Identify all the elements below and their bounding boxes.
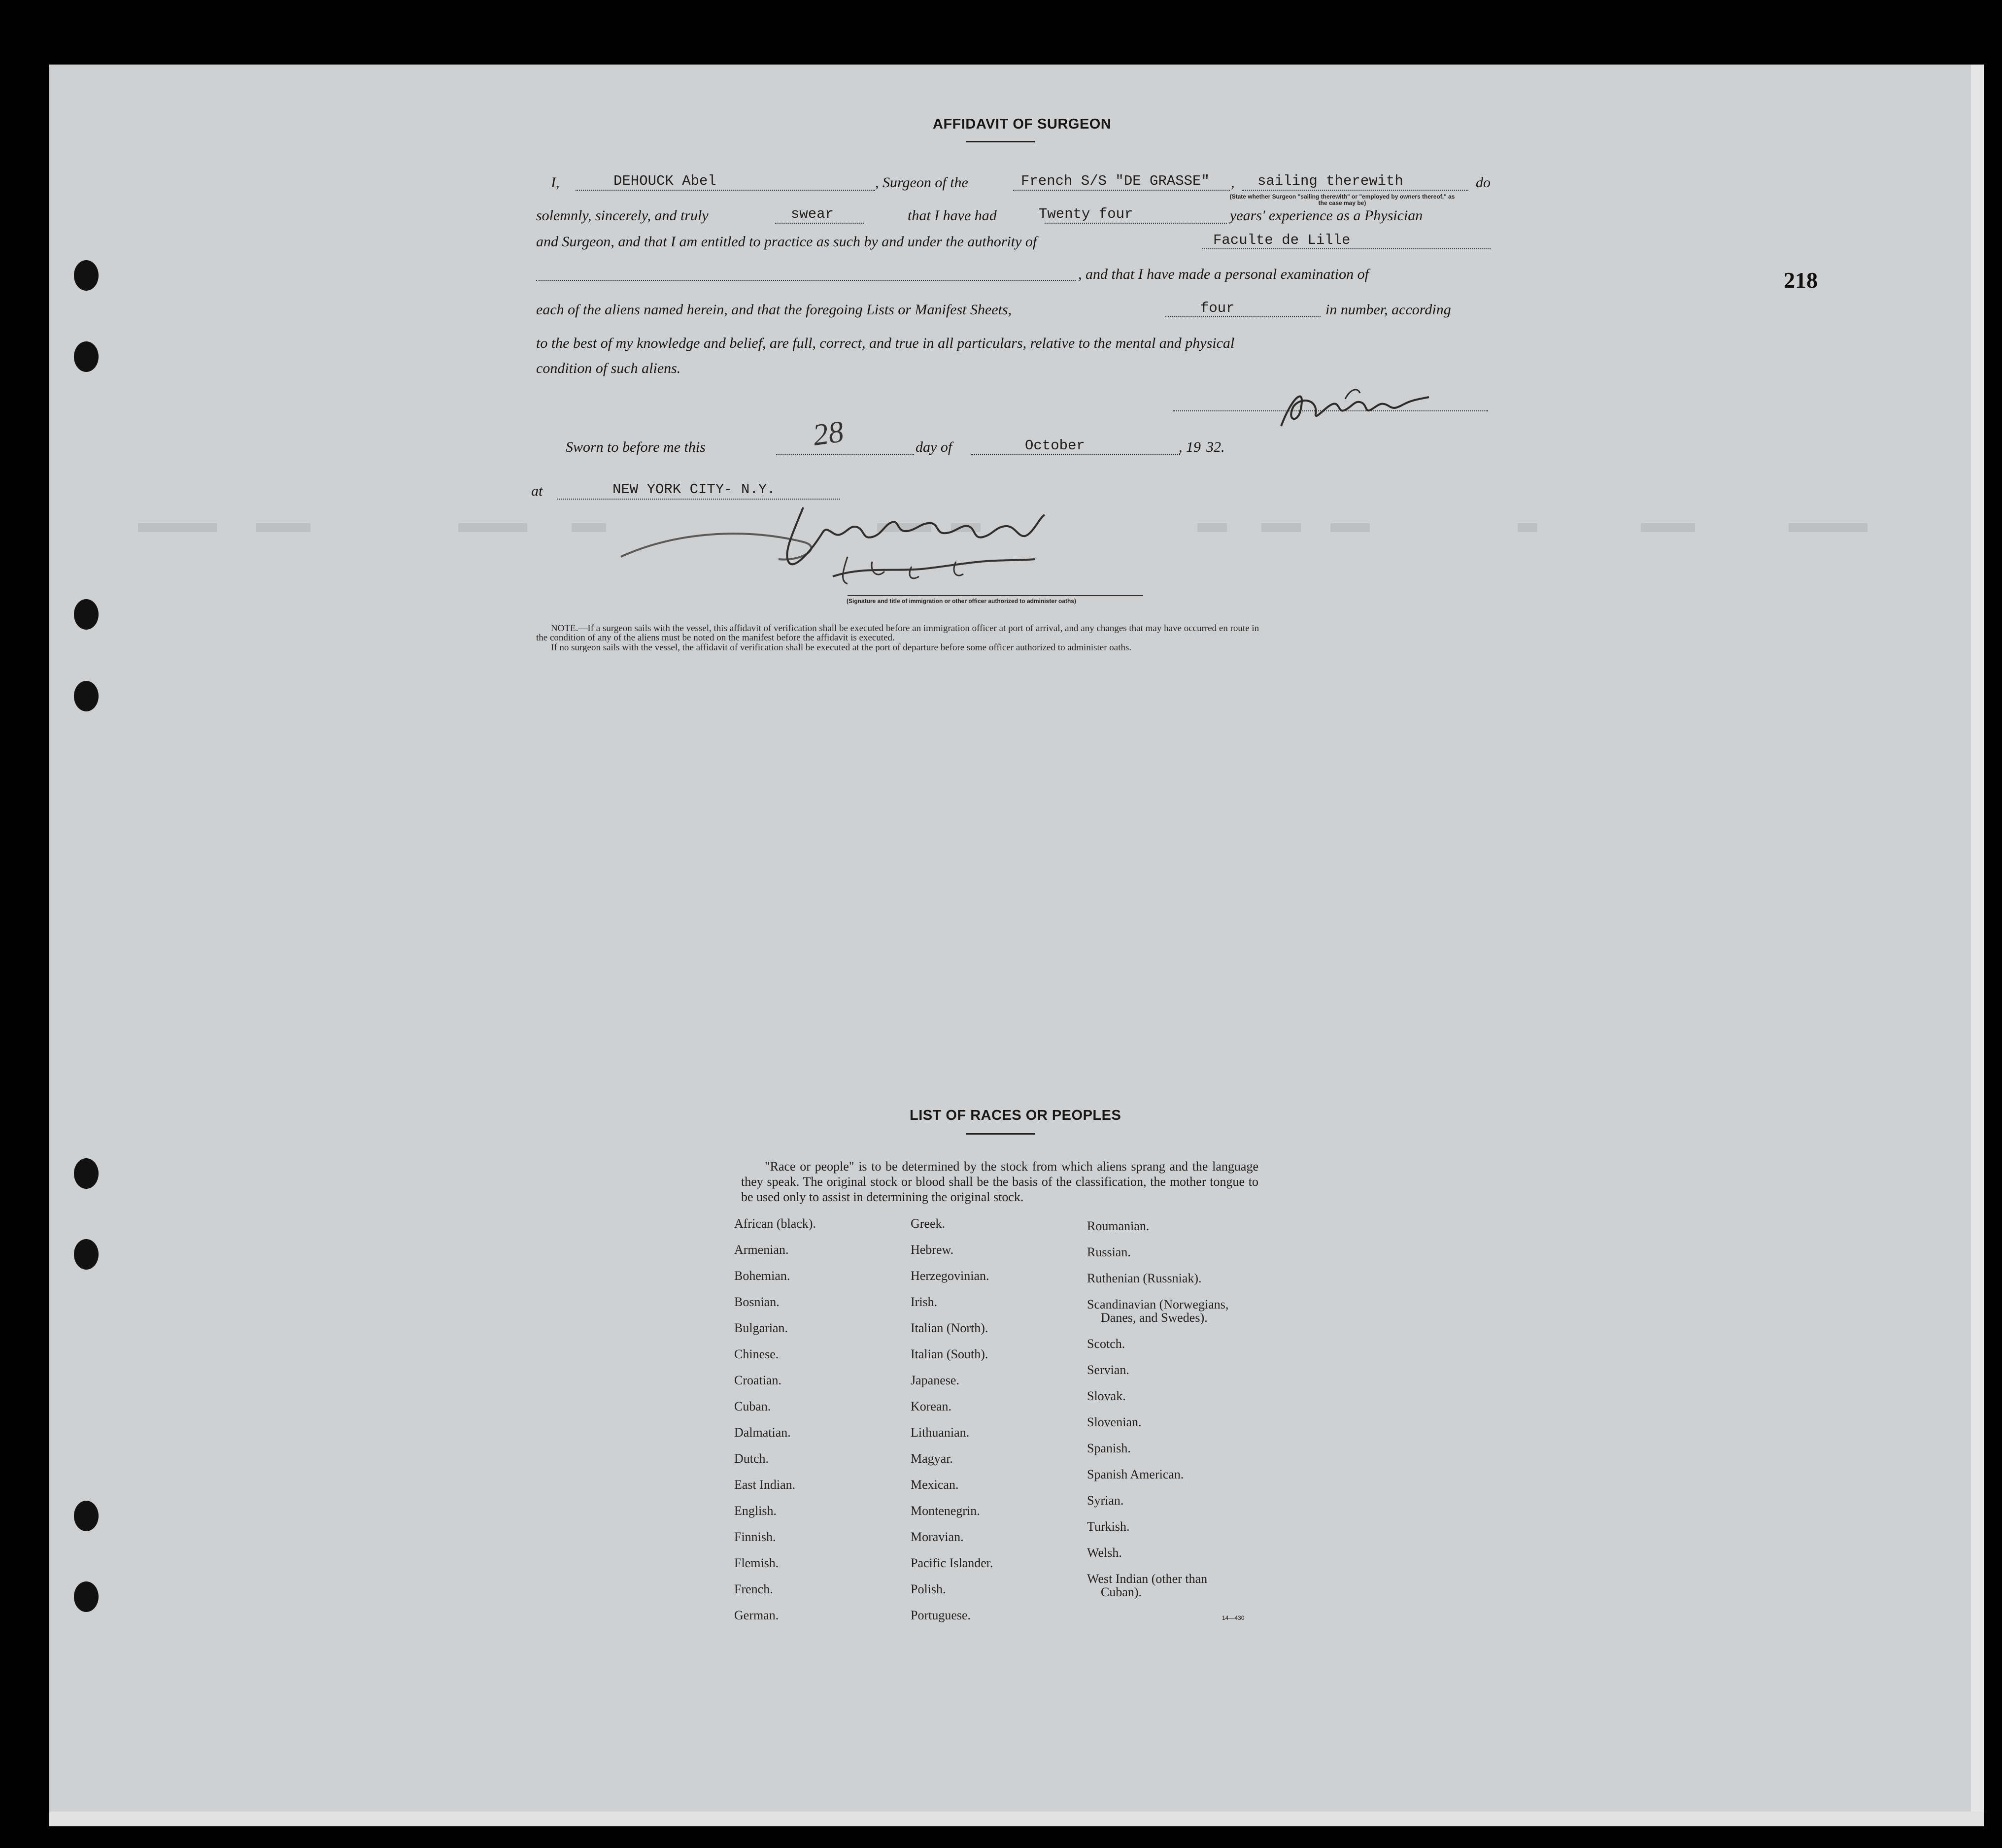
race-item: Syrian. bbox=[1087, 1493, 1124, 1508]
binder-hole bbox=[74, 1581, 99, 1612]
document-page bbox=[49, 65, 1984, 1812]
title-underline bbox=[966, 141, 1035, 142]
each-aliens-label: each of the aliens named herein, and that the foregoing Lists or Manifest Sheets, bbox=[536, 302, 1012, 318]
day-of-label: day of bbox=[916, 439, 952, 455]
officer-caption: (Signature and title of immigration or other officer authorized to administer oaths) bbox=[847, 598, 1077, 605]
years-label: years' experience as a Physician bbox=[1230, 207, 1423, 224]
personal-exam-label: , and that I have made a personal examination of bbox=[1078, 266, 1369, 282]
solemnly-label: solemnly, sincerely, and truly bbox=[536, 207, 709, 224]
binder-hole bbox=[74, 1158, 99, 1189]
race-item: Turkish. bbox=[1087, 1519, 1130, 1534]
authority-continued-blank bbox=[536, 280, 1076, 281]
race-item: Ruthenian (Russniak). bbox=[1087, 1271, 1202, 1285]
race-item: Slovenian. bbox=[1087, 1415, 1142, 1429]
sailing-blank bbox=[1242, 190, 1468, 191]
race-item: Dutch. bbox=[734, 1451, 769, 1466]
race-item: Cuban). bbox=[1101, 1585, 1142, 1599]
best-knowledge-label: to the best of my knowledge and belief, are full, correct, and true in all particulars, relative to the mental and physical bbox=[536, 335, 1235, 351]
race-item: Chinese. bbox=[734, 1347, 779, 1361]
oath-value: swear bbox=[791, 206, 834, 222]
authority-blank bbox=[1202, 248, 1491, 249]
binder-hole bbox=[74, 260, 99, 291]
race-item: Mexican. bbox=[911, 1478, 959, 1492]
sworn-month-blank bbox=[971, 454, 1180, 455]
race-item: Cuban. bbox=[734, 1399, 771, 1413]
vessel-name: French S/S "DE GRASSE" bbox=[1021, 173, 1210, 189]
sheets-blank bbox=[1165, 316, 1321, 317]
do-label: do bbox=[1476, 174, 1491, 191]
race-item: French. bbox=[734, 1582, 773, 1596]
race-item: Montenegrin. bbox=[911, 1504, 980, 1518]
vessel-blank bbox=[1013, 190, 1230, 191]
race-item: Scotch. bbox=[1087, 1337, 1125, 1351]
form-number: 14—430 bbox=[1222, 1614, 1245, 1621]
race-item: Spanish. bbox=[1087, 1441, 1131, 1455]
race-item: English. bbox=[734, 1504, 777, 1518]
race-item: Russian. bbox=[1087, 1245, 1131, 1259]
race-item: German. bbox=[734, 1608, 779, 1622]
surgeon-of-label: , Surgeon of the bbox=[875, 174, 968, 191]
race-item: Pacific Islander. bbox=[911, 1556, 993, 1570]
sworn-day: 28 bbox=[811, 415, 846, 452]
binder-hole bbox=[74, 681, 99, 711]
race-item: Irish. bbox=[911, 1295, 938, 1309]
race-item: Flemish. bbox=[734, 1556, 779, 1570]
years-count: Twenty four bbox=[1039, 206, 1133, 222]
binder-hole bbox=[74, 341, 99, 372]
officer-signature bbox=[616, 498, 1197, 601]
comma-label: , bbox=[1231, 174, 1235, 191]
race-item: Polish. bbox=[911, 1582, 946, 1596]
officer-signature-line bbox=[848, 595, 1143, 596]
sworn-place: NEW YORK CITY- N.Y. bbox=[612, 481, 776, 498]
i-label: I, bbox=[551, 174, 560, 191]
race-item: Finnish. bbox=[734, 1530, 776, 1544]
and-surgeon-label: and Surgeon, and that I am entitled to practice as such by and under the authority of bbox=[536, 234, 1037, 250]
race-item: Slovak. bbox=[1087, 1389, 1126, 1403]
race-item: Croatian. bbox=[734, 1373, 782, 1387]
oath-blank bbox=[775, 223, 864, 224]
race-item: Welsh. bbox=[1087, 1546, 1122, 1560]
surgeon-name: DEHOUCK Abel bbox=[613, 173, 716, 189]
race-item: Dalmatian. bbox=[734, 1425, 791, 1440]
race-item: Servian. bbox=[1087, 1363, 1129, 1377]
authority-value: Faculte de Lille bbox=[1213, 232, 1351, 248]
race-item: Armenian. bbox=[734, 1243, 789, 1257]
that-had-label: that I have had bbox=[908, 207, 997, 224]
race-item: Italian (North). bbox=[911, 1321, 988, 1335]
condition-label: condition of such aliens. bbox=[536, 360, 681, 376]
race-item: Korean. bbox=[911, 1399, 952, 1413]
race-item: African (black). bbox=[734, 1216, 816, 1231]
races-intro: "Race or people" is to be determined by the stock from which aliens sprang and the language they speak. The original stock or blood shall be the basis of the classification, the mother tongue to be used only to assist in determining the original stock. bbox=[741, 1159, 1258, 1204]
affidavit-title: AFFIDAVIT OF SURGEON bbox=[933, 116, 1112, 132]
race-item: Lithuanian. bbox=[911, 1425, 970, 1440]
sailing-status: sailing therewith bbox=[1257, 173, 1403, 189]
race-item: Bohemian. bbox=[734, 1269, 790, 1283]
race-item: Portuguese. bbox=[911, 1608, 971, 1622]
years-blank bbox=[1045, 223, 1227, 224]
binder-hole bbox=[74, 1239, 99, 1270]
race-item: Danes, and Swedes). bbox=[1101, 1310, 1208, 1325]
sworn-year: 32. bbox=[1206, 439, 1225, 455]
page-edge bbox=[49, 1812, 1984, 1826]
race-item: Herzegovinian. bbox=[911, 1269, 989, 1283]
note-line-2: the condition of any of the aliens must be noted on the manifest before the affidavit is executed. bbox=[536, 633, 895, 643]
note-line-1: NOTE.—If a surgeon sails with the vessel, this affidavit of verification shall be executed before an immigration officer at port of arrival, and any changes that may have occurred en route in bbox=[551, 623, 1259, 634]
sworn-month: October bbox=[1025, 437, 1085, 454]
race-item: Moravian. bbox=[911, 1530, 964, 1544]
races-title: LIST OF RACES OR PEOPLES bbox=[910, 1108, 1121, 1123]
races-column-3 bbox=[1087, 1219, 1228, 1599]
page-number: 218 bbox=[1784, 268, 1818, 293]
sheets-count: four bbox=[1200, 300, 1235, 316]
race-item: Scandinavian (Norwegians, bbox=[1087, 1297, 1229, 1311]
sworn-label: Sworn to before me this bbox=[566, 439, 706, 455]
race-item: Magyar. bbox=[911, 1451, 953, 1466]
binder-hole bbox=[74, 1501, 99, 1531]
race-item: Roumanian. bbox=[1087, 1219, 1150, 1233]
race-item: West Indian (other than bbox=[1087, 1572, 1208, 1586]
races-column-1 bbox=[734, 1217, 816, 1635]
race-item: Bulgarian. bbox=[734, 1321, 788, 1335]
year-prefix: , 19 bbox=[1179, 439, 1201, 455]
race-item: Bosnian. bbox=[734, 1295, 780, 1309]
at-label: at bbox=[531, 483, 543, 499]
in-number-label: in number, according bbox=[1325, 302, 1451, 318]
race-item: Spanish American. bbox=[1087, 1467, 1184, 1481]
sailing-note: (State whether Surgeon "sailing therewith" or "employed by owners thereof," as the case may be) bbox=[1229, 193, 1455, 206]
binder-hole bbox=[74, 599, 99, 630]
race-item: East Indian. bbox=[734, 1478, 796, 1492]
races-title-underline bbox=[966, 1133, 1035, 1135]
races-column-2 bbox=[911, 1217, 993, 1635]
race-item: Italian (South). bbox=[911, 1347, 988, 1361]
surgeon-signature bbox=[1271, 379, 1439, 434]
race-item: Japanese. bbox=[911, 1373, 959, 1387]
note-line-3: If no surgeon sails with the vessel, the affidavit of verification shall be executed at the port of departure before some officer authorized to administer oaths. bbox=[551, 642, 1132, 653]
race-item: Hebrew. bbox=[911, 1243, 954, 1257]
race-item: Greek. bbox=[911, 1216, 946, 1231]
sworn-day-blank bbox=[776, 454, 914, 455]
surgeon-name-blank bbox=[576, 190, 875, 191]
